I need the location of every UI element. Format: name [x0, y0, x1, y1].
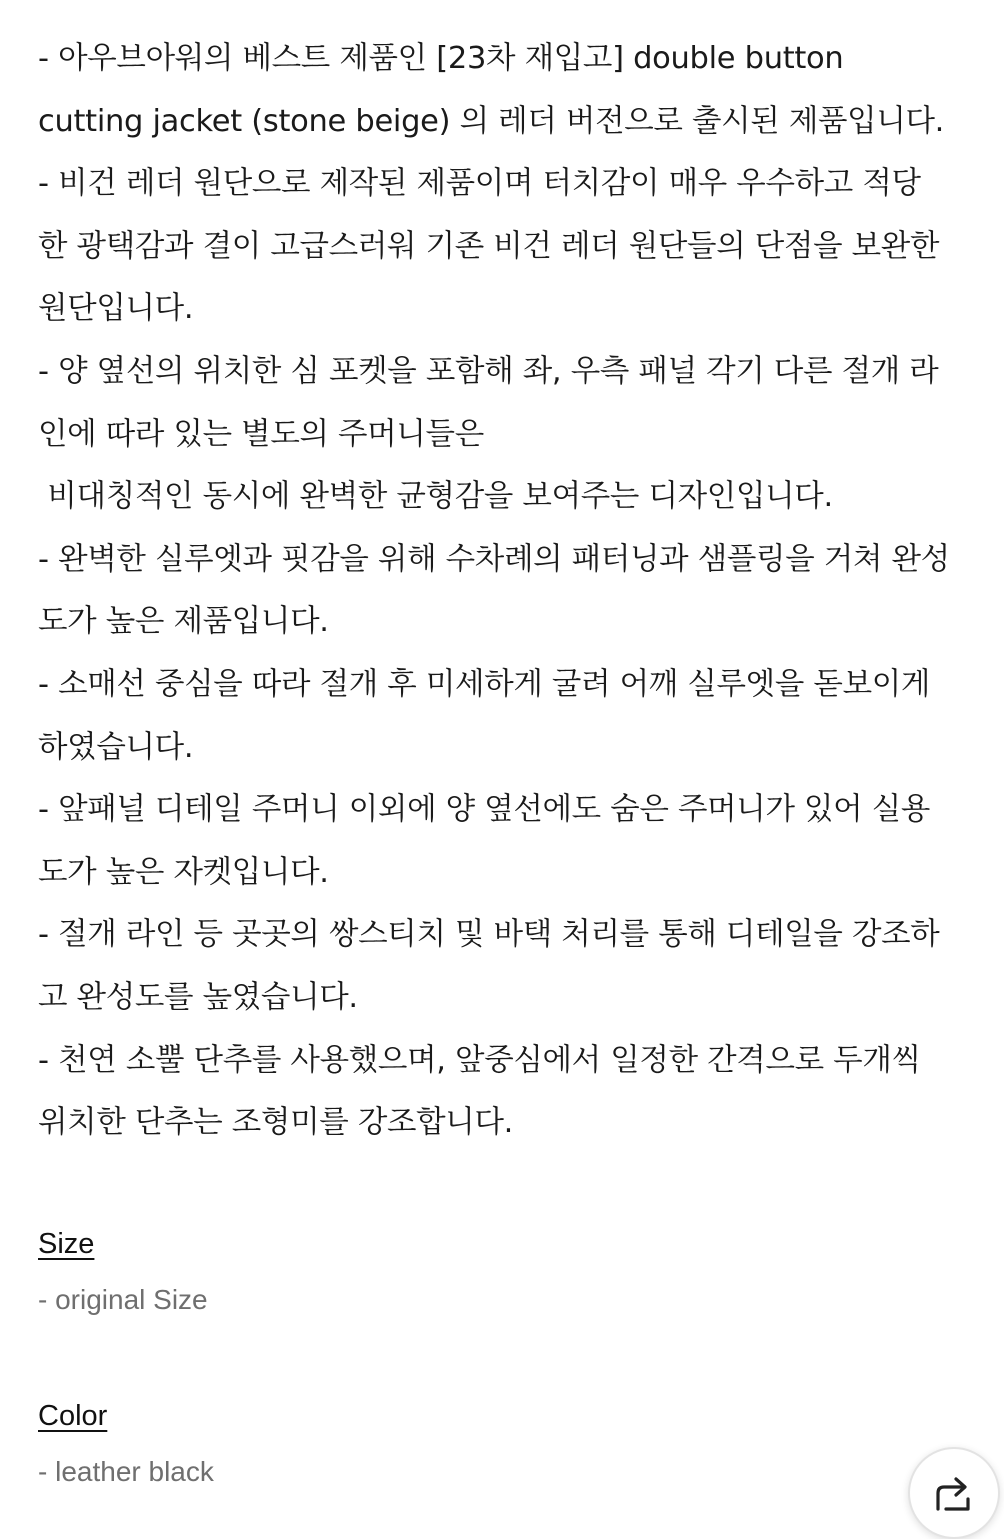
description-line: - 절개 라인 등 곳곳의 쌍스티치 및 바택 처리를 통해 디테일을 강조하 [38, 917, 940, 953]
share-button[interactable] [908, 1447, 1000, 1539]
description-line: 비대칭적인 동시에 완벽한 균형감을 보여주는 디자인입니다. [38, 479, 833, 515]
description-line: - 아우브아워의 베스트 제품인 [23차 재입고] double button [38, 41, 844, 76]
product-description [38, 28, 988, 1155]
description-line: 위치한 단추는 조형미를 강조합니다. [38, 1105, 514, 1141]
description-line: 원단입니다. [38, 291, 194, 327]
description-line: - 양 옆선의 위치한 심 포켓을 포함해 좌, 우측 패널 각기 다른 절개 라 [38, 353, 939, 389]
description-line: - 소매선 중심을 따라 절개 후 미세하게 굴려 어깨 실루엣을 돋보이게 [38, 666, 931, 702]
description-line: - 완벽한 실루엣과 핏감을 위해 수차례의 패터닝과 샘플링을 거쳐 완성 [38, 541, 950, 577]
description-line: 하였습니다. [38, 729, 194, 765]
color-value: - leather black [38, 1456, 214, 1487]
description-line: cutting jacket (stone beige) 의 레더 버전으로 출시된 제품입니다. [38, 103, 945, 139]
description-line: 한 광택감과 결이 고급스러워 기존 비건 레더 원단들의 단점을 보완한 [38, 228, 940, 264]
description-line: - 앞패널 디테일 주머니 이외에 양 옆선에도 숨은 주머니가 있어 실용 [38, 792, 931, 828]
description-line: 도가 높은 자켓입니다. [38, 854, 329, 890]
share-icon [932, 1471, 976, 1515]
description-line: 인에 따라 있는 별도의 주머니들은 [38, 416, 484, 452]
description-line: - 비건 레더 원단으로 제작된 제품이며 터치감이 매우 우수하고 적당 [38, 166, 921, 202]
color-heading: Color [38, 1400, 108, 1432]
description-line: 고 완성도를 높였습니다. [38, 979, 358, 1015]
description-line: 도가 높은 제품입니다. [38, 604, 329, 640]
size-heading: Size [38, 1228, 95, 1260]
description-line: - 천연 소뿔 단추를 사용했으며, 앞중심에서 일정한 간격으로 두개씩 [38, 1042, 921, 1078]
size-value: - original Size [38, 1284, 208, 1315]
